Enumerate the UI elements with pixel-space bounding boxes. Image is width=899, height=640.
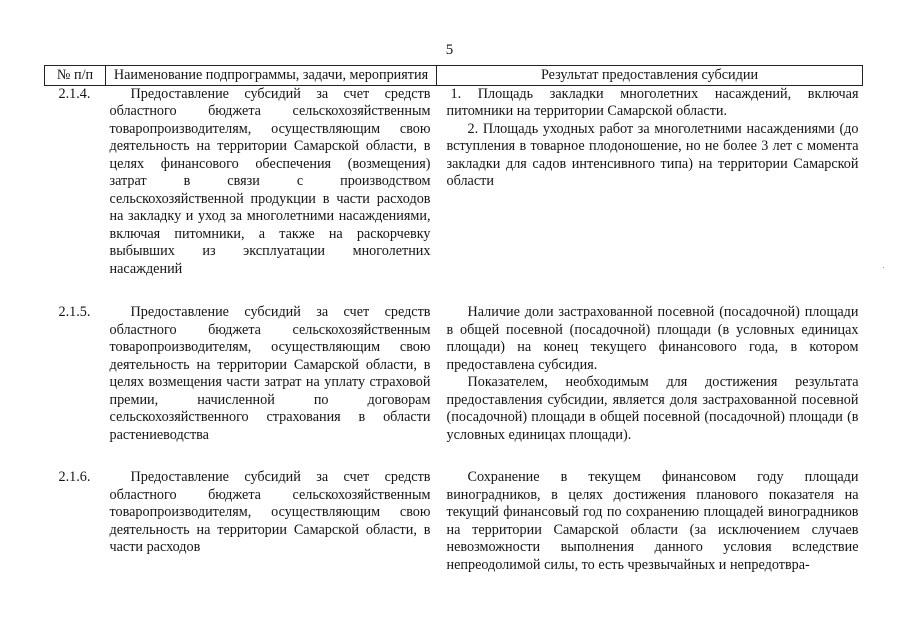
table-row [45,469,863,574]
row-name [106,85,437,304]
header-num: № п/п [45,66,106,86]
row-result [437,469,863,574]
row-num: 2.1.4. [58,85,91,102]
result-paragraph: Наличие доли застрахованной посевной (посадочной) площади в общей посевной (посадочной) площади (в условных единицах площади) на конец текущего финансового года, в котором предоставлена субсидия. [446,304,859,373]
row-num: 2.1.5. [58,304,91,320]
row-num: 2.1.6. [58,469,91,485]
table-row [45,85,863,304]
table-row [45,304,863,469]
scan-speck [883,267,884,268]
table-header-row [45,66,863,86]
result-paragraph: Сохранение в текущем финансовом году площади виноградников, в целях достижения планового показателя на текущий финансовый год по сохранению площадей виноградников на территории Самарской области (за исключением случаев невозможности выполнения данного условия вследствие непреодолимой силы, то есть чрезвычайных и непредотвра- [446,469,859,573]
row-name-text: Предоставление субсидий за счет средств областного бюджета сельскохозяйственным товаропроизводителям, осуществляющим свою деятельность на территории Самарской области, в целях возмещения части затрат на уплату страховой премии, начисленной по договорам сельскохозяйственного страхования в области растениеводства [109,304,431,443]
header-name: Наименование подпрограммы, задачи, мероприятия [106,66,437,86]
row-name [106,469,437,574]
page-number: 5 [445,42,454,58]
row-result [437,85,863,304]
result-paragraph: Показателем, необходимым для достижения результата предоставления субсидии, является доля застрахованной посевной (посадочной) площади в общей посевной (посадочной) площади (в условных единицах площади). [446,374,859,443]
row-name-text: Предоставление субсидий за счет средств областного бюджета сельскохозяйственным товаропроизводителям, осуществляющим свою деятельность на территории Самарской области, в целях финансового обеспечения (возмещения) затрат в связи с производством сельскохозяйственной продукции в части расходов на закладку и уход за многолетними насаждениями, включая питомники, а также на раскорчевку выбывших из эксплуатации многолетних насаждений [109,85,431,277]
subsidy-table [44,65,863,574]
header-result: Результат предоставления субсидии [437,66,863,86]
row-name [106,304,437,469]
row-name-text: Предоставление субсидий за счет средств областного бюджета сельскохозяйственным товаропроизводителям, осуществляющим свою деятельность на территории Самарской области, в части расходов [109,469,431,555]
result-paragraph: 2. Площадь уходных работ за многолетними насаждениями (до вступления в товарное плодоношение, но не более 3 лет с момента закладки для садов интенсивного типа) на территории Самарской области [446,120,859,189]
result-paragraph: 1. Площадь закладки многолетних насаждений, включая питомники на территории Самарской области. [446,85,859,119]
row-result [437,304,863,469]
